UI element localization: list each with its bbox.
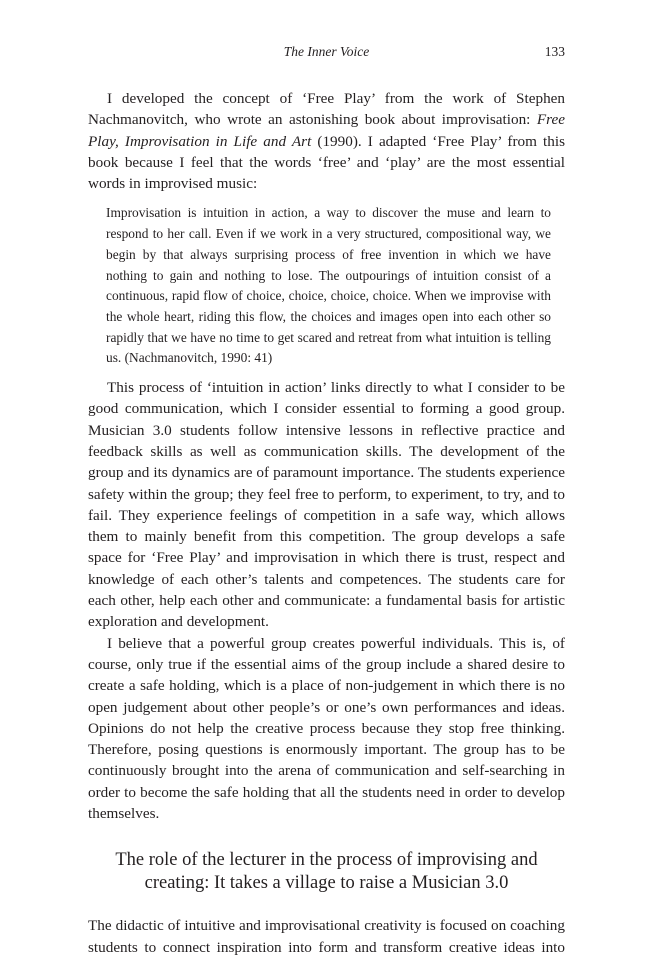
running-title: The Inner Voice (283, 44, 370, 59)
paragraph-text: (1990). I adapted ‘Free Play’ from this book because I feel that the words ‘free’ and ‘play’ are the most essential words in improvised music: (88, 132, 565, 193)
paragraph-free-play (88, 88, 565, 194)
paragraph-powerful-group: I believe that a powerful group creates powerful individuals. This is, of course, only true if the essential aims of the group include a shared desire to create a safe holding, which is a place of non-judgement in which there is no open judgement about other people’s or one’s own performances and ideas. Opinions do not help the creative process because they stop free thinking. Therefore, posing questions is enormously important. The group has to be continuously brought into the arena of communication and self-searching in order to become the safe holding that all the students need in order to develop themselves. (88, 634, 565, 823)
page-number: 133 (544, 44, 565, 59)
section-heading-line: The role of the lecturer in the process of improvising and (115, 850, 538, 871)
block-quote: Improvisation is intuition in action, a way to discover the muse and learn to respond to her call. Even if we work in a very structured, compositional way, we begin by that always surprising process of free invention in which we have nothing to gain and nothing to lose. The outpourings of intuition consist of a continuous, rapid flow of choice, choice, choice, choice. When we improvise with the whole heart, riding this flow, the choices and images open into each other so rapidly that we have no time to get scared and retreat from what intuition is telling us. (Nachmanovitch, 1990: 41) (106, 205, 551, 366)
paragraph-didactic: The didactic of intuitive and improvisational creativity is focused on coaching students to connect inspiration into form and transform creative ideas into (88, 917, 565, 956)
section-heading-line: creating: It takes a village to raise a Musician 3.0 (144, 873, 509, 894)
paragraph-intuition: This process of ‘intuition in action’ links directly to what I consider to be good communication, which I consider essential to forming a good group. Musician 3.0 students follow intensive lessons in reflective practice and feedback skills as well as communication skills. The development of the group and its dynamics are of paramount importance. The students experience safety within the group; they feel free to perform, to experiment, to try, and to fail. They experience feelings of competition in a safe way, which allows them to mainly benefit from this competition. The group develops a safe space for ‘Free Play’ and improvisation in which there is trust, respect and knowledge of each other’s talents and competences. The students care for each other, help each other and communicate: a fundamental basis for artistic exploration and development. (88, 379, 565, 631)
paragraph-text: I developed the concept of ‘Free Play’ from the work of Stephen Nachmanovitch, who wrote an astonishing book about improvisation: (88, 90, 565, 129)
running-head (88, 44, 565, 64)
book-title: Free Play, Improvisation in Life and Art (88, 111, 565, 150)
section-heading (98, 849, 555, 895)
page-body (88, 88, 565, 958)
